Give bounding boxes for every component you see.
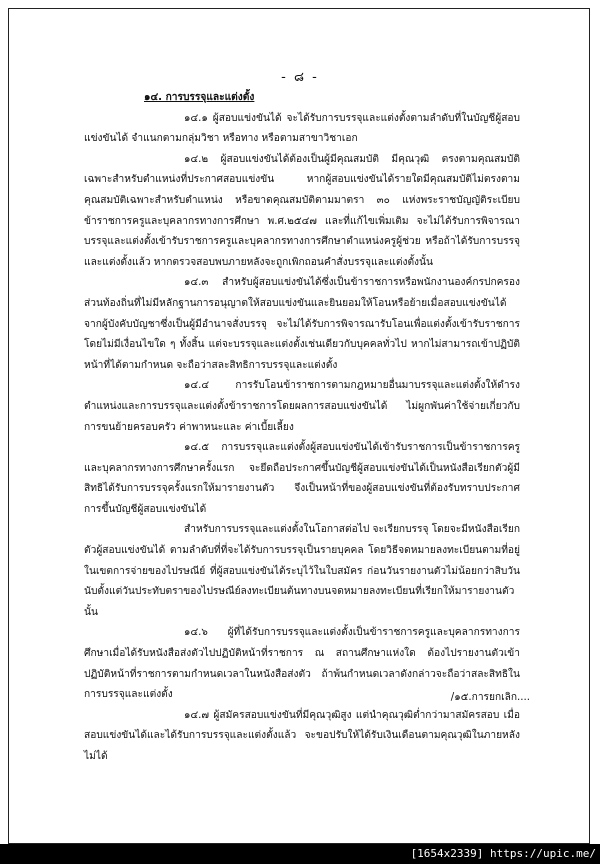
next-section-reference: /๑๕.การยกเลิก.... (450, 692, 530, 703)
paragraph-14-2: ๑๔.๒ ผู้สอบแข่งขันได้ต้องเป็นผู้มีคุณสมบัติ มีคุณวุฒิ ตรงตามคุณสมบัติเฉพาะสำหรับตำแหน่งที่ประกาศสอบแข่งขัน หากผู้สอบแข่งขันได้รายใดมีคุณสมบัติไม่ตรงตามคุณสมบัติเฉพาะสำหรับตำแหน่ง หรือขาดคุณสมบัติตามมาตรา ๓๐ แห่งพระราชบัญญัติระเบียบข้าราชการครูและบุคลากรทางการศึกษา พ.ศ.๒๕๔๗ และที่แก้ไขเพิ่มเติม จะไม่ได้รับการพิจารณาบรรจุและแต่งตั้งเข้ารับราชการครูและบุคลากรทางการศึกษาตำแหน่งครูผู้ช่วย หรือถ้าได้รับการบรรจุและแต่งตั้งแล้ว หากตรวจสอบพบภายหลังจะถูกเพิกถอนคำสั่งบรรจุและแต่งตั้งนั้น (84, 153, 520, 268)
paragraph-14-5: ๑๔.๕ การบรรจุและแต่งตั้งผู้สอบแข่งขันได้เข้ารับราชการเป็นข้าราชการครูและบุคลากรทางการศึกษาครั้งแรก จะยึดถือประกาศขึ้นบัญชีผู้สอบแข่งขันได้เป็นหนังสือเรียกตัวผู้มีสิทธิได้รับการบรรจุครั้งแรกให้มารายงานตัว จึงเป็นหน้าที่ของผู้สอบแข่งขันที่ต้องรับทราบประกาศการขึ้นบัญชีผู้สอบแข่งขันได้ (84, 442, 520, 515)
image-size-watermark: [1654x2339] https://upic.me/ (0, 844, 600, 864)
paragraph-14-7: ๑๔.๗ ผู้สมัครสอบแข่งขันที่มีคุณวุฒิสูง แต่นำคุณวุฒิต่ำกว่ามาสมัครสอบ เมื่อสอบแข่งขันได้และได้รับการบรรจุและแต่งตั้งแล้ว จะขอปรับให้ได้รับเงินเดือนตามคุณวุฒิในภายหลังไม่ได้ (84, 709, 520, 762)
paragraph-14-6: ๑๔.๖ ผู้ที่ได้รับการบรรจุและแต่งตั้งเป็นข้าราชการครูและบุคลากรทางการศึกษาเมื่อได้รับหนังสือส่งตัวไปปฏิบัติหน้าที่ราชการ ณ สถานศึกษาแห่งใด ต้องไปรายงานตัวเข้าปฏิบัติหน้าที่ราชการตามกำหนดเวลาในหนังสือส่งตัว ถ้าพ้นกำหนดเวลาดังกล่าวจะถือว่าสละสิทธิในการบรรจุและแต่งตั้ง (84, 627, 520, 701)
paragraph-14-1: ๑๔.๑ ผู้สอบแข่งขันได้ จะได้รับการบรรจุและแต่งตั้งตามลำดับที่ในบัญชีผู้สอบแข่งขันได้ จำแนกตามกลุ่มวิชา หรือทาง หรือตามสาขาวิชาเอก (84, 112, 520, 145)
paragraph-14-3: ๑๔.๓ สำหรับผู้สอบแข่งขันได้ซึ่งเป็นข้าราชการหรือพนักงานองค์กรปกครองส่วนท้องถิ่นที่ไม่มีหลักฐานการอนุญาตให้สอบแข่งขันและยินยอมให้โอนหรือย้ายเมื่อสอบแข่งขันได้ จากผู้บังคับบัญชาซึ่งเป็นผู้มีอำนาจสั่งบรรจุ จะไม่ได้รับการพิจารณารับโอนเพื่อแต่งตั้งเข้ารับราชการโดยไม่มีเงื่อนไขใด ๆ ทั้งสิ้น แต่จะบรรจุและแต่งตั้งเช่นเดียวกับบุคคลทั่วไป หากไม่สามารถเข้าปฏิบัติหน้าที่ได้ตามกำหนด จะถือว่าสละสิทธิการบรรจุและแต่งตั้ง (84, 277, 520, 371)
section-heading: ๑๔. การบรรจุและแต่งตั้ง (144, 92, 255, 103)
page-number: - ๘ - (281, 70, 319, 85)
paragraph-14-4: ๑๔.๔ การรับโอนข้าราชการตามกฎหมายอื่นมาบรรจุและแต่งตั้งให้ดำรงตำแหน่งและการบรรจุและแต่งตั้งข้าราชการโดยผลการสอบแข่งขันได้ ไม่ผูกพันค่าใช้จ่ายเกี่ยวกับการขนย้ายครอบครัว ค่าพาหนะและ ค่าเบี้ยเลี้ยง (84, 380, 520, 433)
document-body (84, 88, 520, 768)
paragraph-14-5-continued: สำหรับการบรรจุและแต่งตั้งในโอกาสต่อไป จะเรียกบรรจุ โดยจะมีหนังสือเรียกตัวผู้สอบแข่งขันได้ ตามลำดับที่ที่จะได้รับการบรรจุเป็นรายบุคคล โดยวิธีจดหมายลงทะเบียนตามที่อยู่ในเขตการจ่ายของไปรษณีย์ ที่ผู้สอบแข่งขันได้ระบุไว้ในใบสมัคร ก่อนวันรายงานตัวไม่น้อยกว่าสิบวัน นับตั้งแต่วันประทับตราของไปรษณีย์ลงทะเบียนต้นทางบนจดหมายลงทะเบียนที่เรียกให้มารายงานตัวนั้น (84, 524, 521, 618)
